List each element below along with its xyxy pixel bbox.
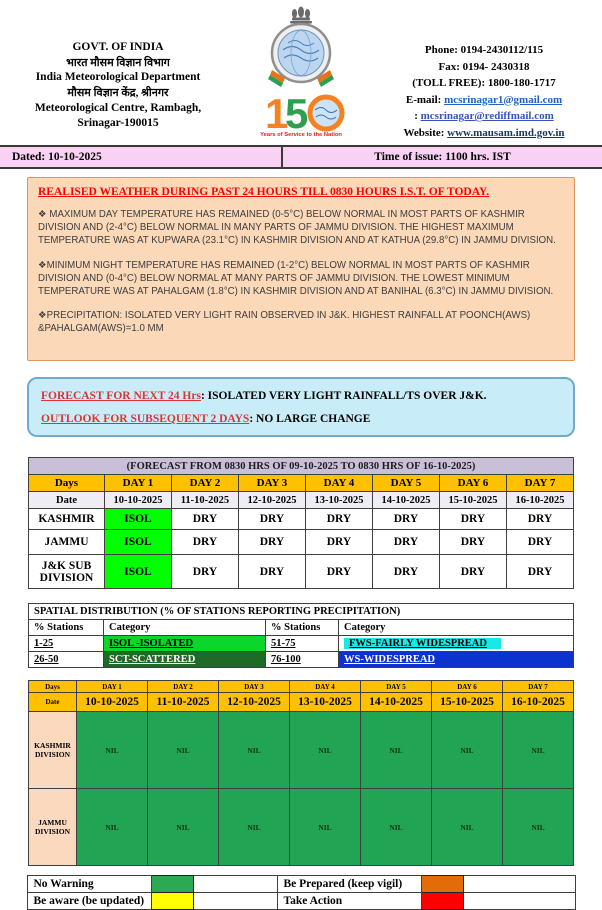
legend-label-be-aware: Be aware (be updated) [27,893,151,910]
email-link-rediffmail[interactable]: mcsrinagar@rediffmail.com [420,110,554,122]
col-header: DAY 1 [104,475,171,492]
warning-cell-nil: NIL [361,712,432,789]
legend-spacer [193,876,277,893]
imd-globe-badge-icon [272,24,330,82]
col-header: % Stations [265,620,338,636]
col-header: Category [103,620,265,636]
anniversary-caption: Years of Service to the Nation [260,132,342,138]
date-cell: 12-10-2025 [219,693,290,712]
warnings-table [28,680,574,866]
warning-cell-nil: NIL [219,712,290,789]
legend-spacer [463,893,575,910]
min-temperature-paragraph: ❖MINIMUM NIGHT TEMPERATURE HAS REMAINED (1-2°C) BELOW NORMAL IN MOST PARTS OF KASHMIR DIVISION AND (0-4°C) BELOW NORMAL AT MANY PARTS OF JAMMU DIVISION. THE LOWEST MINIMUM TEMPERATURE WAS AT PAHALGAM (1.8°C) IN KASHMIR DIVISION AND AT BANIHAL (6.3°C) IN JAMMU DIVISION. [38,259,554,297]
legend-row-1 [27,876,575,893]
realised-weather-title: REALISED WEATHER DURING PAST 24 HOURS TILL 0830 HOURS I.S.T. OF TODAY. [38,186,490,198]
table-row-kashmir [28,509,573,530]
outlook-value: : NO LARGE CHANGE [249,413,371,425]
col-header: Category [338,620,573,636]
forecast-cell-isol: ISOL [104,509,171,530]
forecast-table-days-row [28,475,573,492]
col-header: DAY 4 [290,681,361,693]
forecast-cell: DRY [305,555,372,589]
date-cell: 16-10-2025 [506,492,573,509]
forecast-table-dates-row [28,492,573,509]
outlook-line [41,413,561,425]
col-header: DAY 1 [77,681,148,693]
region-label: JAMMU [28,530,104,555]
forecast-table [28,457,574,589]
tollfree-line: (TOLL FREE): 1800-180-1717 [412,77,556,89]
date-cell: 11-10-2025 [171,492,238,509]
warning-legend-table [27,875,576,910]
warning-cell-nil: NIL [503,712,574,789]
centre-name-hindi: मौसम विज्ञान केंद्र, श्रीनगर [67,86,169,99]
anniversary-150-logo [260,90,342,138]
forecast-24hrs-line [41,390,561,402]
date-cell: 14-10-2025 [361,693,432,712]
warning-cell-nil: NIL [219,789,290,866]
max-temperature-paragraph: ❖ MAXIMUM DAY TEMPERATURE HAS REMAINED (0-5°C) BELOW NORMAL IN MOST PARTS OF KASHMIR DIVISION AND (2-4°C) BELOW NORMAL IN MANY PARTS OF JAMMU DIVISION. THE HIGHEST MAXIMUM TEMPERATURE WAS AT KUPWARA (23.1°C) IN KASHMIR DIVISION AND AT KATHUA (29.8°C) IN JAMMU DIVISION. [38,209,556,247]
date-cell: 11-10-2025 [148,693,219,712]
date-cell: 10-10-2025 [77,693,148,712]
legend-swatch-green [151,876,193,893]
forecast-cell: DRY [506,509,573,530]
region-label: KASHMIR [28,509,104,530]
email2-prefix: : [414,110,421,122]
forecast-cell: DRY [171,530,238,555]
forecast-table-title: (FORECAST FROM 0830 HRS OF 09-10-2025 TO 0830 HRS OF 16-10-2025) [28,458,573,475]
contact-block [366,6,602,143]
precipitation-paragraph: ❖PRECIPITATION: ISOLATED VERY LIGHT RAIN OBSERVED IN J&K. HIGHEST RAINFALL AT POONCH(AWS) &PAHALGAM(AWS)=1.0 MM [38,310,531,335]
forecast-cell: DRY [372,509,439,530]
legend-label-be-prepared: Be Prepared (keep vigil) [277,876,421,893]
legend-spacer [463,876,575,893]
station-range: 51-75 [265,636,338,652]
warning-cell-nil: NIL [290,712,361,789]
station-range: 1-25 [28,636,103,652]
digit-five: 5 [285,90,309,137]
forecast-cell: DRY [439,530,506,555]
forecast-cell: DRY [506,555,573,589]
time-of-issue-cell: Time of issue: 1100 hrs. IST [374,151,511,163]
dated-cell: Dated: 10-10-2025 [0,147,283,167]
date-header: Date [28,492,104,509]
forecast-24hrs-value: : ISOLATED VERY LIGHT RAINFALL/TS OVER J&K. [200,390,487,402]
dept-name-hindi: भारत मौसम विज्ञान विभाग [66,56,170,69]
region-label: J&K SUB DIVISION [28,555,104,589]
col-header: DAY 5 [361,681,432,693]
department-address-block [0,6,236,143]
forecast-cell: DRY [439,555,506,589]
table-row-kashmir-division [29,712,574,789]
division-label: JAMMU DIVISION [29,789,77,866]
imd-emblem-logo [239,6,363,138]
legend-spacer [193,893,277,910]
forecast-cell: DRY [238,555,305,589]
website-link[interactable]: www.mausam.imd.gov.in [447,126,565,139]
date-cell: 10-10-2025 [104,492,171,509]
realised-weather-box [27,177,575,361]
col-header: DAY 5 [372,475,439,492]
phone-line: Phone: 0194-2430112/115 [424,44,544,56]
forecast-cell: DRY [238,530,305,555]
col-header: DAY 7 [506,475,573,492]
warning-cell-nil: NIL [77,789,148,866]
warnings-dates-row [29,693,574,712]
forecast-cell: DRY [171,509,238,530]
forecast-cell-isol: ISOL [104,555,171,589]
spatial-distribution-table [28,603,574,668]
date-cell: 16-10-2025 [503,693,574,712]
legend-label-take-action: Take Action [277,893,421,910]
spatial-row-1 [28,636,573,652]
warning-cell-nil: NIL [432,789,503,866]
govt-of-india-line: GOVT. OF INDIA [72,41,164,53]
col-header: DAY 3 [219,681,290,693]
forecast-cell: DRY [171,555,238,589]
warning-cell-nil: NIL [503,789,574,866]
spatial-title-row [28,604,573,620]
email-link-gmail[interactable]: mcsrinagar1@gmail.com [444,93,563,106]
date-cell: 14-10-2025 [372,492,439,509]
forecast-table-title-row [28,458,573,475]
date-cell: 12-10-2025 [238,492,305,509]
col-header: % Stations [28,620,103,636]
table-row-jk-sub-division [28,555,573,589]
fax-line: Fax: 0194- 2430318 [438,60,530,73]
date-cell: 15-10-2025 [432,693,503,712]
website-label: Website: [403,126,448,139]
warnings-days-row [29,681,574,693]
col-header: DAY 2 [171,475,238,492]
forecast-24hrs-label: FORECAST FOR NEXT 24 Hrs [41,390,201,402]
forecast-cell: DRY [372,530,439,555]
category-fairly-widespread: FWS-FAIRLY WIDESPREAD [344,638,501,649]
ashoka-emblem-icon [290,7,312,24]
warning-cell-nil: NIL [361,789,432,866]
outlook-label: OUTLOOK FOR SUBSEQUENT 2 DAYS [41,413,250,425]
digit-one: 1 [265,90,289,137]
legend-row-2 [27,893,575,910]
warning-cell-nil: NIL [148,712,219,789]
col-header: DAY 4 [305,475,372,492]
legend-swatch-red [421,893,463,910]
centre-pincode-line: Srinagar-190015 [77,117,159,130]
forecast-cell: DRY [305,530,372,555]
forecast-cell: DRY [305,509,372,530]
website-line [366,125,602,142]
centre-address-line: Meteorological Centre, Rambagh, [34,101,202,114]
col-header: Days [29,681,77,693]
warning-cell-nil: NIL [148,789,219,866]
category-widespread: WS-WIDESPREAD [338,652,573,668]
col-header: DAY 3 [238,475,305,492]
forecast-cell: DRY [372,555,439,589]
col-header: DAY 6 [432,681,503,693]
email-line-2 [366,108,602,125]
division-label: KASHMIR DIVISION [29,712,77,789]
date-cell: 15-10-2025 [439,492,506,509]
col-header: DAY 7 [503,681,574,693]
date-cell: 13-10-2025 [305,492,372,509]
email-line-1 [366,92,602,109]
bulletin-header [0,0,602,143]
imd-logo-block [236,6,366,143]
category-scattered: SCT-SCATTERED [103,652,265,668]
col-header: Days [28,475,104,492]
spatial-row-2 [28,652,573,668]
dept-name-english: India Meteorological Department [35,71,201,84]
table-row-jammu [28,530,573,555]
forecast-cell: DRY [439,509,506,530]
forecast-cell: DRY [238,509,305,530]
table-row-jammu-division [29,789,574,866]
legend-swatch-orange [421,876,463,893]
category-fairly-widespread-cell [338,636,573,652]
legend-label-no-warning: No Warning [27,876,151,893]
warning-cell-nil: NIL [77,712,148,789]
warning-cell-nil: NIL [290,789,361,866]
forecast-cell: DRY [506,530,573,555]
date-cell: 13-10-2025 [290,693,361,712]
col-header: DAY 6 [439,475,506,492]
station-range: 76-100 [265,652,338,668]
email-label: E-mail: [405,93,445,106]
forecast-cell-isol: ISOL [104,530,171,555]
warning-cell-nil: NIL [432,712,503,789]
col-header: DAY 2 [148,681,219,693]
spatial-table-title: SPATIAL DISTRIBUTION (% OF STATIONS REPORTING PRECIPITATION) [28,604,573,620]
category-isolated: ISOL -ISOLATED [103,636,265,652]
date-header: Date [29,693,77,712]
forecast-outlook-box [27,377,575,437]
globe-zero-icon [310,97,342,129]
legend-swatch-yellow [151,893,193,910]
station-range: 26-50 [28,652,103,668]
date-issue-bar [0,145,602,169]
spatial-header-row [28,620,573,636]
